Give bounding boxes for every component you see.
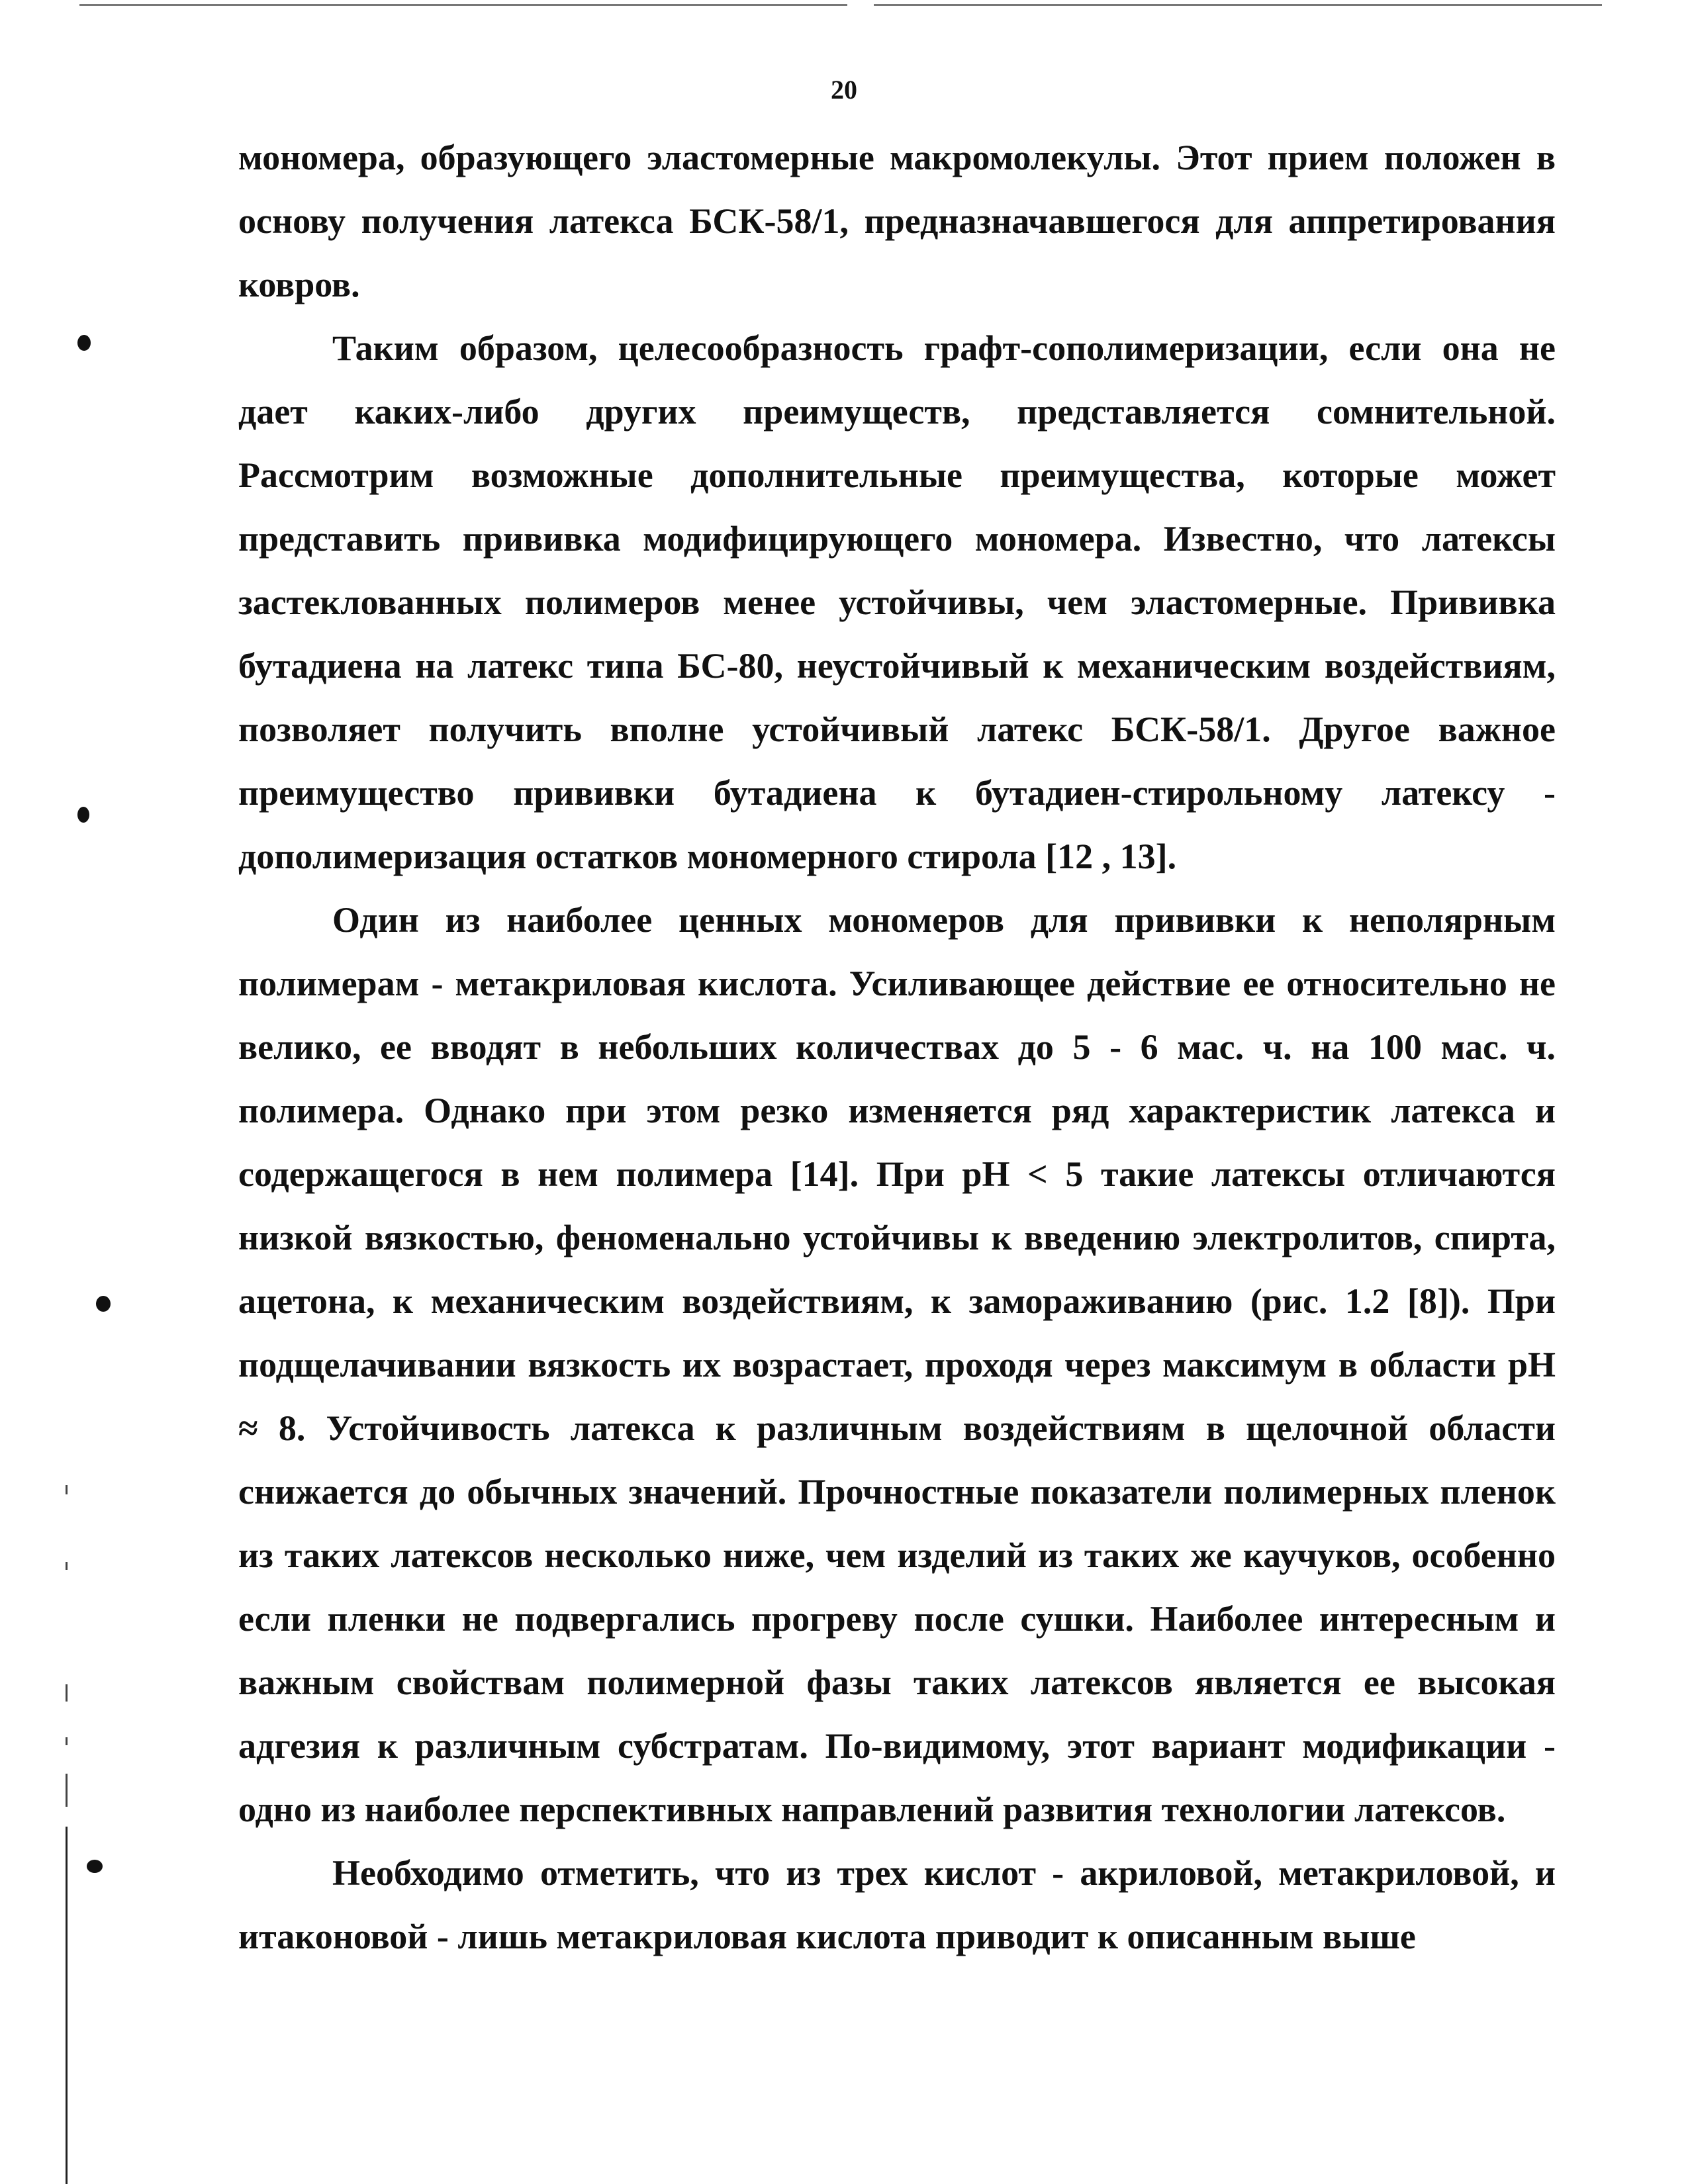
binder-hole-mark — [96, 1296, 111, 1312]
paragraph-2: Таким образом, целесообразность графт-сополимеризации, если она не дает каких-либо других преимуществ, представляется сомнительной. Рассмотрим возможные дополнительные преимущества, которые может представить прививка модифицирующего мономера. Известно, что латексы застеклованных полимеров менее устойчивы, чем эластомерные. Прививка бутадиена на латекс типа БС-80, неустойчивый к механическим воздействиям, позволяет получить вполне устойчивый латекс БСК-58/1. Другое важное преимущество прививки бутадиена к бутадиен-стирольному латексу - дополимеризация остатков мономерного стирола [12 , 13]. — [238, 328, 1556, 876]
document-body — [238, 126, 1556, 1968]
scan-edge-line — [874, 4, 1602, 6]
paragraph-4: Необходимо отметить, что из трех кислот - акриловой, метакриловой, и итаконовой - лишь метакриловая кислота приводит к описанным выше — [238, 1853, 1556, 1956]
scan-margin-line — [66, 1827, 68, 2184]
scan-edge-line — [79, 4, 847, 6]
scan-mark — [66, 1485, 68, 1494]
binder-hole-mark — [77, 807, 89, 823]
page-number: 20 — [831, 75, 857, 105]
scan-mark — [66, 1684, 68, 1702]
scan-mark — [66, 1737, 68, 1745]
binder-hole-mark — [77, 335, 91, 351]
scan-mark — [66, 1562, 68, 1570]
paragraph-1: мономера, образующего эластомерные макромолекулы. Этот прием положен в основу получения латекса БСК-58/1, предназначавшегося для аппретирования ковров. — [238, 138, 1556, 304]
paragraph-3: Один из наиболее ценных мономеров для прививки к неполярным полимерам - метакриловая кислота. Усиливающее действие ее относительно не велико, ее вводят в небольших количествах до 5 - 6 мас. ч. на 100 мас. ч. полимера. Однако при этом резко изменяется ряд характеристик латекса и содержащегося в нем полимера [14]. При pH < 5 такие латексы отличаются низкой вязкостью, феноменально устойчивы к введению электролитов, спирта, ацетона, к механическим воздействиям, к замораживанию (рис. 1.2 [8]). При подщелачивании вязкость их возрастает, проходя через максимум в области pH ≈ 8. Устойчивость латекса к различным воздействиям в щелочной области снижается до обычных значений. Прочностные показатели полимерных пленок из таких латексов несколько ниже, чем изделий из таких же каучуков, особенно если пленки не подвергались прогреву после сушки. Наиболее интересным и важным свойствам полимерной фазы таких латексов является ее высокая адгезия к различным субстратам. По-видимому, этот вариант модификации - одно из наиболее перспективных направлений развития технологии латексов. — [238, 900, 1556, 1829]
scan-mark — [66, 1774, 68, 1807]
binder-hole-mark — [87, 1860, 103, 1873]
